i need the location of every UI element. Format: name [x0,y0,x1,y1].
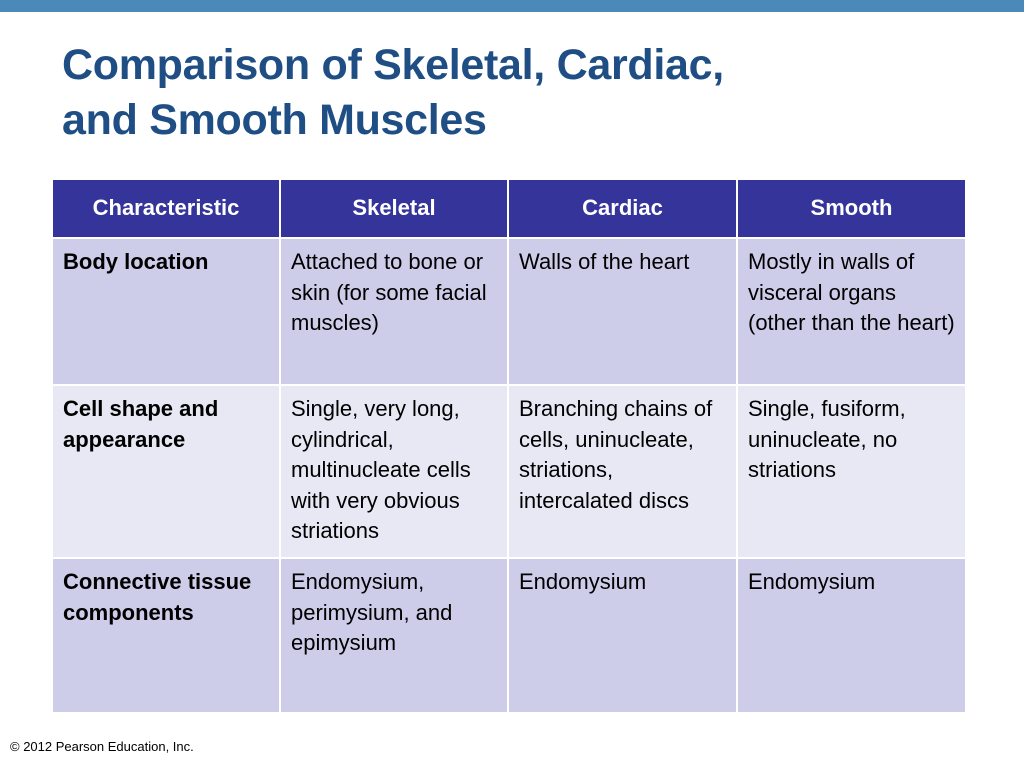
cell-skeletal-body-location: Attached to bone or skin (for some facial muscles) [280,238,508,385]
cell-smooth-connective-tissue: Endomysium [737,558,966,713]
slide-title-line-1: Comparison of Skeletal, Cardiac, [62,41,724,89]
cell-cardiac-body-location: Walls of the heart [508,238,737,385]
cell-skeletal-cell-shape: Single, very long, cylindrical, multinucleate cells with very obvious striations [280,385,508,558]
row-label-cell-shape: Cell shape and appearance [52,385,280,558]
cell-cardiac-connective-tissue: Endomysium [508,558,737,713]
header-smooth: Smooth [737,179,966,238]
comparison-table [51,178,967,714]
top-accent-bar [0,0,1024,12]
cell-smooth-cell-shape: Single, fusiform, uninucleate, no striations [737,385,966,558]
cell-skeletal-connective-tissue: Endomysium, perimysium, and epimysium [280,558,508,713]
table-row-body-location [52,238,966,385]
table-row-connective-tissue [52,558,966,713]
row-label-body-location: Body location [52,238,280,385]
cell-smooth-body-location: Mostly in walls of visceral organs (other than the heart) [737,238,966,385]
row-label-connective-tissue: Connective tissue components [52,558,280,713]
slide-title-line-2: and Smooth Muscles [62,96,487,144]
table-row-cell-shape [52,385,966,558]
header-cardiac: Cardiac [508,179,737,238]
header-skeletal: Skeletal [280,179,508,238]
copyright-footer: © 2012 Pearson Education, Inc. [10,739,194,754]
table-header-row [52,179,966,238]
slide-title [62,38,724,148]
cell-cardiac-cell-shape: Branching chains of cells, uninucleate, striations, intercalated discs [508,385,737,558]
header-characteristic: Characteristic [52,179,280,238]
